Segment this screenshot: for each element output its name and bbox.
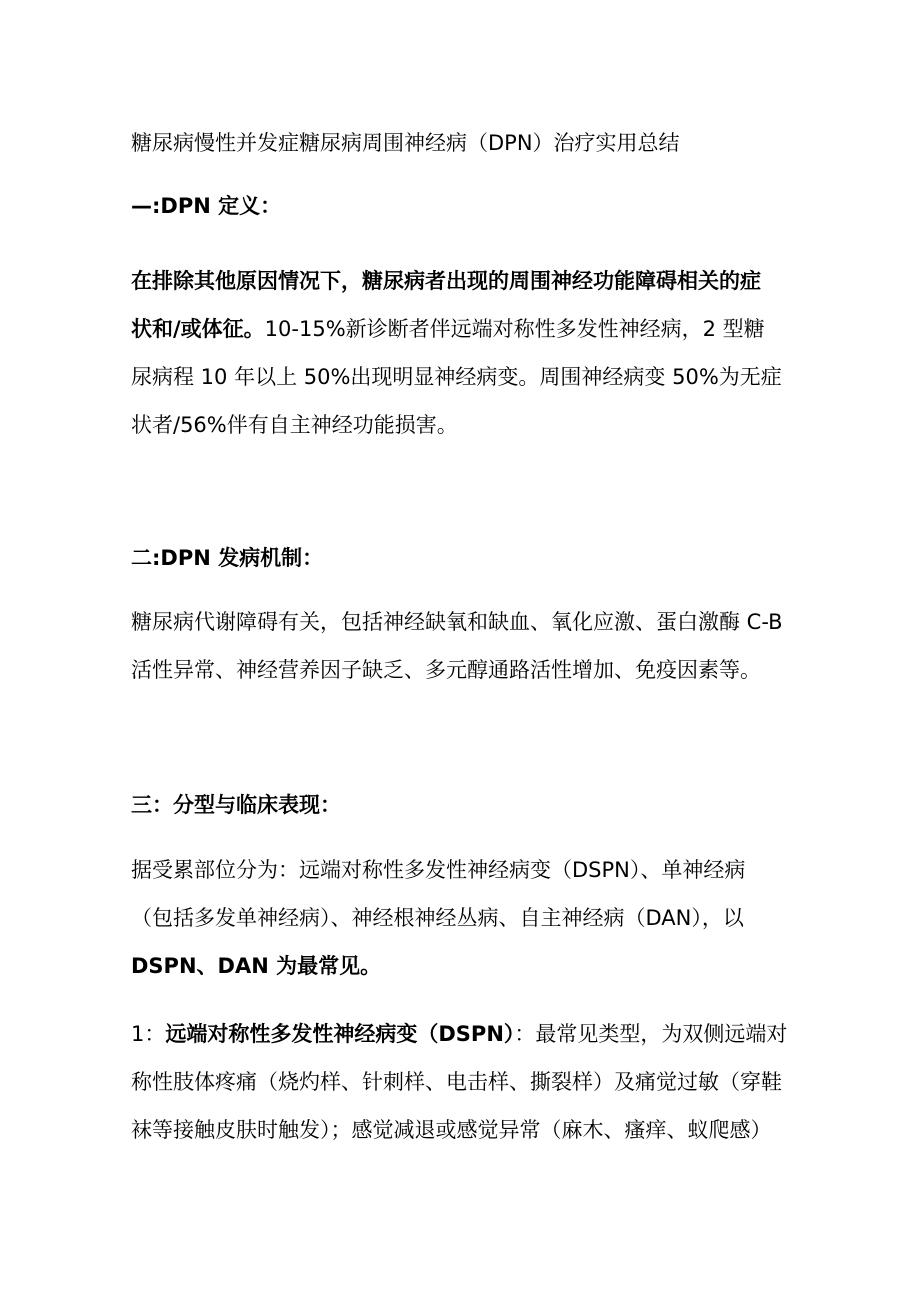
paragraph-line: [131, 353, 811, 401]
normal-text: 尿病程 10 年以上 50%出现明显神经病变。周围神经病变 50%为无症: [131, 365, 782, 389]
normal-text: ：最常见类型，为双侧远端对: [514, 1022, 788, 1046]
normal-text: 据受累部位分为：远端对称性多发性神经病变（DSPN）、单神经病: [131, 858, 746, 882]
paragraph-line: [131, 894, 811, 942]
paragraph-line: [131, 942, 811, 990]
pathogenesis-paragraph: [131, 598, 811, 694]
document-title: 糖尿病慢性并发症糖尿病周围神经病（DPN）治疗实用总结: [131, 131, 680, 155]
bold-text: 远端对称性多发性神经病变（DSPN）: [165, 1022, 515, 1046]
paragraph-line: [131, 1106, 811, 1154]
normal-text: 称性肢体疼痛（烧灼样、针刺样、电击样、撕裂样）及痛觉过敏（穿鞋: [131, 1070, 782, 1094]
paragraph-line: 糖尿病代谢障碍有关，包括神经缺氧和缺血、氧化应激、蛋白激酶 C-B: [131, 610, 783, 634]
dspn-paragraph: [131, 1010, 811, 1154]
section-heading-definition: —:DPN 定义：: [131, 194, 282, 218]
paragraph-line: [131, 1010, 811, 1058]
paragraph-line: [131, 1058, 811, 1106]
paragraph-line: [131, 846, 811, 894]
paragraph-line: [131, 401, 811, 449]
section-heading-pathogenesis: 二:DPN 发病机制：: [131, 546, 324, 570]
normal-text: 袜等接触皮肤时触发）；感觉减退或感觉异常（麻木、瘙痒、蚁爬感）: [131, 1118, 772, 1142]
normal-text: 10-15%新诊断者伴远端对称性多发性神经病，2 型糖: [264, 317, 765, 341]
normal-text: 状者/56%伴有自主神经功能损害。: [131, 413, 458, 437]
paragraph-line: [131, 305, 811, 353]
bold-text: 在排除其他原因情况下，糖尿病者出现的周围神经功能障碍相关的症: [131, 269, 761, 293]
paragraph-line: [131, 257, 811, 305]
item-number: 1：: [131, 1022, 166, 1046]
bold-text: 状和/或体征。: [131, 317, 265, 341]
bold-text: DSPN、DAN 为最常见。: [131, 954, 382, 978]
definition-paragraph: [131, 257, 811, 449]
section-heading-classification: 三：分型与临床表现：: [131, 793, 341, 817]
normal-text: （包括多发单神经病）、神经根神经丛病、自主神经病（DAN），以: [131, 906, 744, 930]
classification-paragraph: [131, 846, 811, 990]
paragraph-line: 活性异常、神经营养因子缺乏、多元醇通路活性增加、免疫因素等。: [131, 658, 761, 682]
